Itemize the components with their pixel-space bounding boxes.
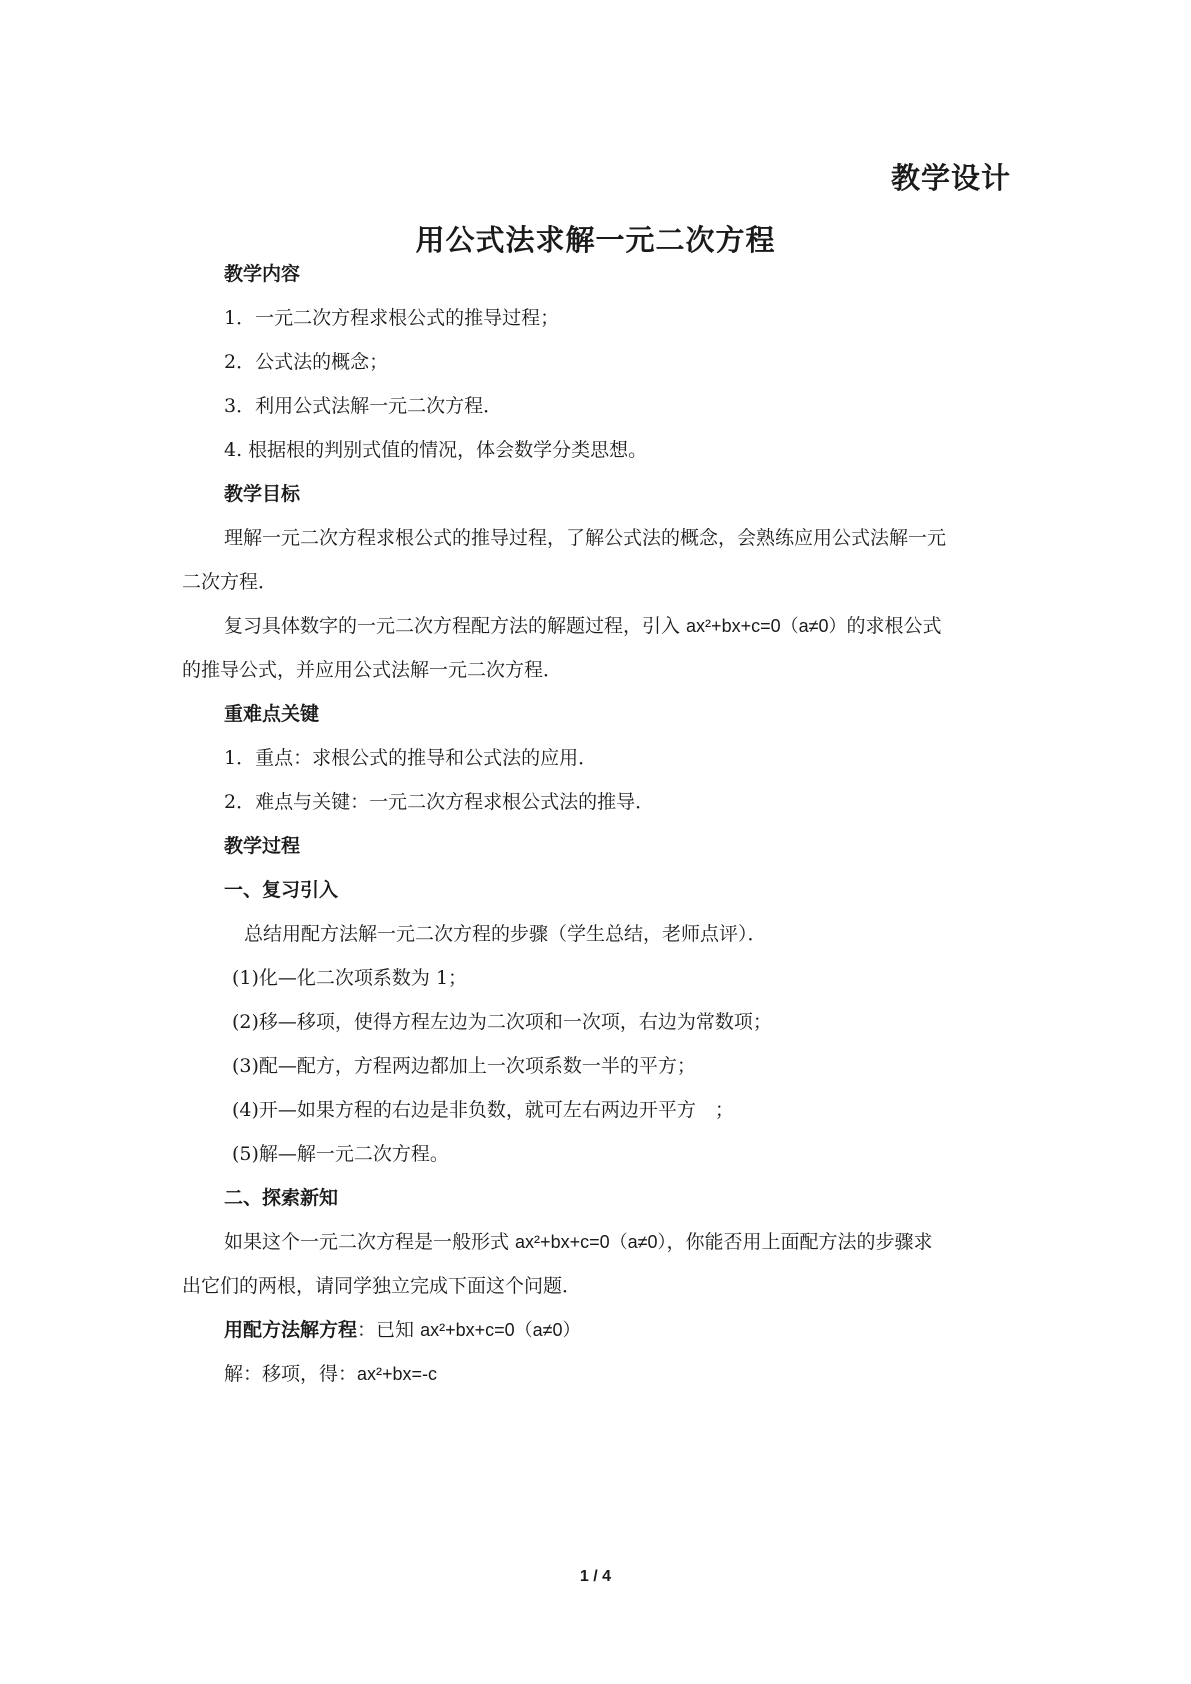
problem-text: ：已知 bbox=[357, 1319, 421, 1341]
section-heading-goals: 教学目标 bbox=[224, 483, 301, 505]
step-1: (1)化—化二次项系数为 1； bbox=[232, 967, 468, 989]
document-title: 用公式法求解一元二次方程 bbox=[415, 223, 776, 257]
explore-formula: ax²+bx+c=0（a≠0） bbox=[515, 1232, 667, 1252]
document-type-label: 教学设计 bbox=[890, 161, 1011, 195]
section-heading-process: 教学过程 bbox=[224, 835, 301, 857]
goal-paragraph-1-line-2: 二次方程． bbox=[182, 571, 278, 593]
section-heading-keys: 重难点关键 bbox=[224, 703, 320, 725]
solution-formula: ax²+bx=-c bbox=[357, 1364, 438, 1384]
content-item-4: 4. 根据根的判别式值的情况，体会数学分类思想。 bbox=[224, 439, 648, 461]
goal-paragraph-1-line-1: 理解一元二次方程求根公式的推导过程，了解公式法的概念，会熟练应用公式法解一元 bbox=[224, 527, 947, 549]
step-3: (3)配—配方，方程两边都加上一次项系数一半的平方； bbox=[232, 1055, 696, 1077]
general-quadratic-formula: ax²+bx+c=0（a≠0） bbox=[686, 616, 847, 636]
subsection-heading-explore: 二、探索新知 bbox=[224, 1187, 339, 1209]
solution-text: 解：移项，得： bbox=[224, 1363, 358, 1385]
content-item-3: 3．利用公式法解一元二次方程． bbox=[224, 395, 503, 417]
subsection-heading-review: 一、复习引入 bbox=[224, 879, 339, 901]
problem-label: 用配方法解方程 bbox=[224, 1319, 358, 1341]
problem-statement bbox=[224, 1318, 581, 1342]
key-item-1: 1．重点：求根公式的推导和公式法的应用． bbox=[224, 747, 598, 769]
explore-text-a: 如果这个一元二次方程是一般形式 bbox=[224, 1231, 516, 1253]
key-item-2: 2．难点与关键：一元二次方程求根公式法的推导． bbox=[224, 791, 655, 813]
explore-line-2: 出它们的两根，请同学独立完成下面这个问题． bbox=[182, 1275, 582, 1297]
problem-formula: ax²+bx+c=0（a≠0） bbox=[420, 1320, 581, 1340]
solution-step-1 bbox=[224, 1362, 437, 1386]
step-5: (5)解—解一元二次方程。 bbox=[232, 1143, 449, 1165]
content-item-2: 2．公式法的概念； bbox=[224, 351, 389, 373]
goal-paragraph-2-line-2: 的推导公式，并应用公式法解一元二次方程． bbox=[182, 659, 563, 681]
content-item-1: 1．一元二次方程求根公式的推导过程； bbox=[224, 307, 560, 329]
section-heading-content: 教学内容 bbox=[224, 263, 301, 285]
review-intro: 总结用配方法解一元二次方程的步骤（学生总结，老师点评）． bbox=[244, 923, 767, 945]
goal-paragraph-2-line-1 bbox=[224, 614, 942, 638]
explore-line-1 bbox=[224, 1230, 933, 1254]
goal-paragraph-2-text-a: 复习具体数字的一元二次方程配方法的解题过程，引入 bbox=[224, 615, 687, 637]
page-number: 1 / 4 bbox=[579, 1568, 612, 1585]
step-2: (2)移—移项，使得方程左边为二次项和一次项，右边为常数项； bbox=[232, 1011, 772, 1033]
step-4: (4)开—如果方程的右边是非负数，就可左右两边开平方 ； bbox=[232, 1099, 734, 1121]
goal-paragraph-2-text-b: 的求根公式 bbox=[846, 615, 942, 637]
explore-text-b: ，你能否用上面配方法的步骤求 bbox=[666, 1231, 933, 1253]
